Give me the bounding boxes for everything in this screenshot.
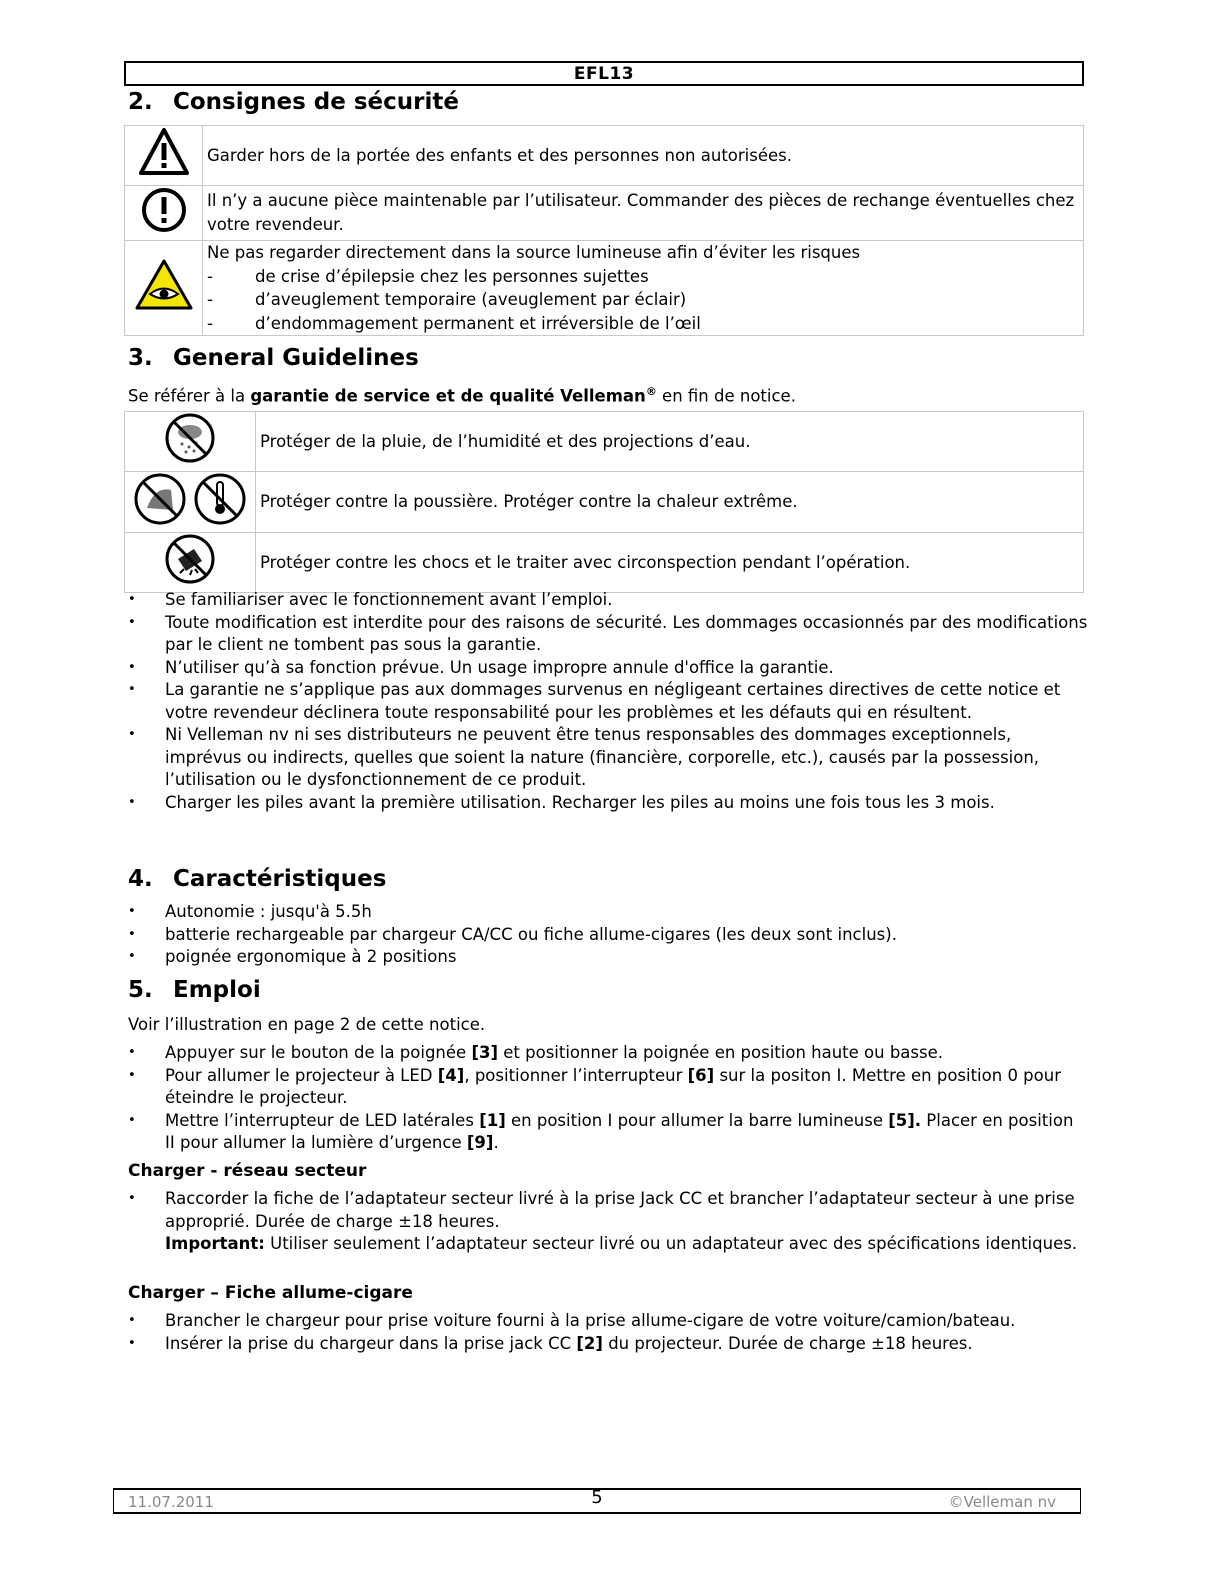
list-item: • poignée ergonomique à 2 positions [128, 946, 1088, 969]
usage-list [128, 1042, 1088, 1155]
section-4-heading: 4. Caractéristiques [128, 866, 387, 892]
list-item: • Ni Velleman nv ni ses distributeurs ne peuvent être tenus responsables des dommages exceptionnels, imprévus ou indirects, quelles que soient la nature (financière, corporelle, etc.), causés par la possession, l’utilisation ou le dysfonctionnement de ce produit. [128, 724, 1088, 792]
guidelines-list [128, 589, 1088, 814]
safety-text-1: Garder hors de la portée des enfants et des personnes non autorisées. [203, 126, 1084, 186]
list-item: • Appuyer sur le bouton de la poignée [3] et positionner la poignée en position haute ou basse. [128, 1042, 1088, 1065]
list-item: • Pour allumer le projecteur à LED [4], positionner l’interrupteur [6] sur la positon I. Mettre en position 0 pour éteindre le projecteur. [128, 1065, 1088, 1110]
list-item: • Autonomie : jusqu'à 5.5h [128, 901, 1088, 924]
risk-item: - d’endommagement permanent et irréversible de l’œil [207, 313, 701, 333]
header-title: EFL13 [573, 64, 635, 84]
list-item: • Charger les piles avant la première utilisation. Recharger les piles au moins une fois tous les 3 mois. [128, 792, 1088, 815]
no-shock-icon [125, 533, 256, 593]
exclamation-circle-icon [125, 185, 203, 241]
warning-triangle-icon [125, 126, 203, 186]
subheading-mains-charging: Charger - réseau secteur [128, 1161, 367, 1181]
safety-text-2: Il n’y a aucune pièce maintenable par l’utilisateur. Commander des pièces de rechange éventuelles chez votre revendeur. [203, 185, 1084, 241]
list-item: • Se familiariser avec le fonctionnement avant l’emploi. [128, 589, 1088, 612]
list-item: • Mettre l’interrupteur de LED latérales [1] en position I pour allumer la barre lumineuse [5]. Placer en position II pour allumer la lumière d’urgence [9]. [128, 1110, 1088, 1155]
guideline-text-3: Protéger contre les chocs et le traiter avec circonspection pendant l’opération. [256, 533, 1084, 593]
list-item: • Brancher le chargeur pour prise voiture fourni à la prise allume-cigare de votre voiture/camion/bateau. [128, 1310, 1088, 1333]
safety-text-3: Ne pas regarder directement dans la source lumineuse afin d’éviter les risques - de crise d’épilepsie chez les personnes sujettes - d’aveuglement temporaire (aveuglement par éclair) - d’endommagement permanent et irréversible de l’œil [203, 241, 1084, 336]
page-number: 5 [591, 1487, 603, 1508]
document-header [124, 61, 1084, 86]
safety-table [124, 125, 1084, 336]
risk-item: - d’aveuglement temporaire (aveuglement par éclair) [207, 290, 687, 309]
list-item: • La garantie ne s’applique pas aux dommages survenus en négligeant certaines directives de cette notice et votre revendeur déclinera toute responsabilité pour les problèmes et les défauts qui en résultent. [128, 679, 1088, 724]
guideline-text-1: Protéger de la pluie, de l’humidité et des projections d’eau. [256, 412, 1084, 472]
risk-item: - de crise d’épilepsie chez les personnes sujettes [207, 266, 649, 286]
list-item: • N’utiliser qu’à sa fonction prévue. Un usage impropre annule d'office la garantie. [128, 657, 1088, 680]
no-rain-icon [125, 412, 256, 472]
no-dust-no-heat-icon [125, 471, 256, 533]
car-charging-list [128, 1310, 1088, 1355]
footer-copyright: ©Velleman nv [948, 1493, 1056, 1511]
eye-warning-icon [125, 241, 203, 336]
section-5-heading: 5. Emploi [128, 977, 261, 1003]
list-item: • Insérer la prise du chargeur dans la prise jack CC [2] du projecteur. Durée de charge ±18 heures. [128, 1333, 1088, 1356]
section-5-intro: Voir l’illustration en page 2 de cette notice. [128, 1015, 486, 1034]
mains-charging-list [128, 1188, 1088, 1256]
guideline-text-2: Protéger contre la poussière. Protéger contre la chaleur extrême. [256, 471, 1084, 533]
section-2-heading: 2. Consignes de sécurité [128, 89, 459, 115]
list-item: • Toute modification est interdite pour des raisons de sécurité. Les dommages occasionnés par des modifications par le client ne tombent pas sous la garantie. [128, 612, 1088, 657]
document-footer [113, 1488, 1081, 1514]
features-list [128, 901, 1088, 969]
footer-date: 11.07.2011 [128, 1493, 214, 1511]
subheading-car-charging: Charger – Fiche allume-cigare [128, 1283, 413, 1303]
section-3-intro: Se référer à la garantie de service et de qualité Velleman® en fin de notice. [128, 385, 796, 406]
guidelines-table [124, 411, 1084, 593]
section-3-heading: 3. General Guidelines [128, 345, 419, 371]
list-item: • Raccorder la fiche de l’adaptateur secteur livré à la prise Jack CC et brancher l’adaptateur secteur à une prise approprié. Durée de charge ±18 heures. Important: Utiliser seulement l’adaptateur secteur livré ou un adaptateur avec des spécifications identiques. [128, 1188, 1088, 1256]
list-item: • batterie rechargeable par chargeur CA/CC ou fiche allume-cigares (les deux sont inclus). [128, 924, 1088, 947]
